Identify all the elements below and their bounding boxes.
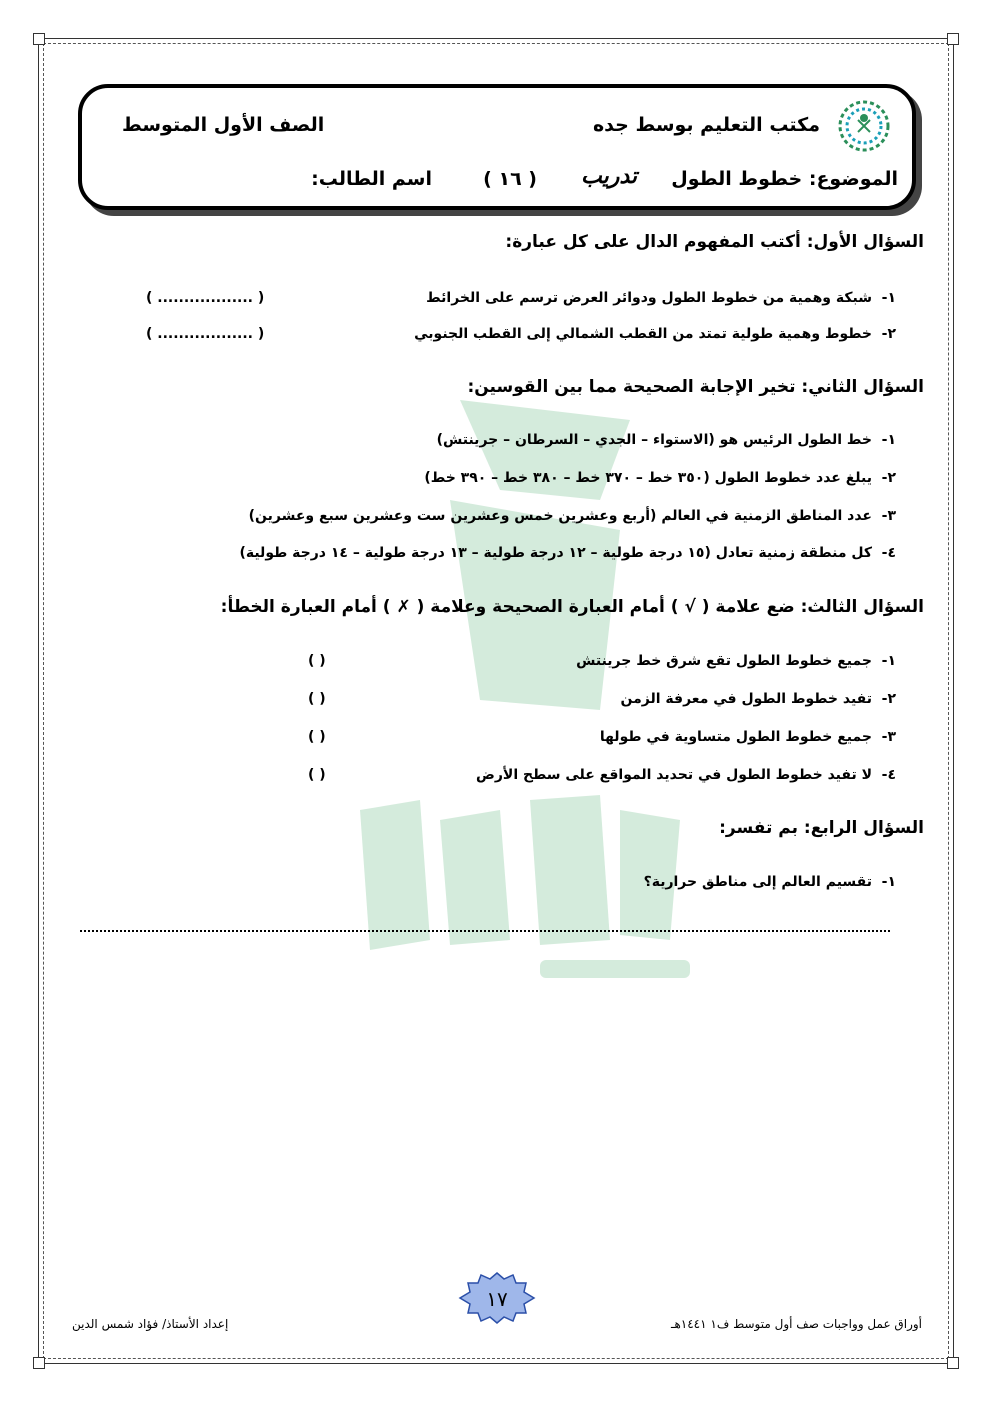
q4-item-number: ١- xyxy=(881,874,896,890)
q2-item-number: ١- xyxy=(881,432,896,448)
q1-answer-blank[interactable]: ( .................. ) xyxy=(146,290,265,306)
q2-item-text[interactable]: خط الطول الرئيس هو (الاستواء – الجدي – السرطان – جرينتش) xyxy=(436,432,872,448)
q3-title: السؤال الثالث: ضع علامة ( √ ) أمام العبارة الصحيحة وعلامة ( ✗ ) أمام العبارة الخطأ: xyxy=(220,597,924,617)
q2-item-number: ٤- xyxy=(881,545,896,561)
training-word: تدريب xyxy=(580,164,637,189)
footer-series-title: أوراق عمل وواجبات صف أول متوسط ف١ ١٤٤١هـ xyxy=(670,1317,922,1331)
q3-item-text: جميع خطوط الطول تقع شرق خط جرينتش xyxy=(576,653,872,669)
frame-corner xyxy=(33,33,45,45)
header-box xyxy=(78,84,916,210)
q2-item-text[interactable]: يبلغ عدد خطوط الطول (٣٥٠ خط – ٣٧٠ خط – ٣٨٠ خط – ٣٩٠ خط) xyxy=(424,470,872,486)
frame-corner xyxy=(947,1357,959,1369)
q3-item-number: ٣- xyxy=(881,729,896,745)
q3-item-number: ٤- xyxy=(881,767,896,783)
q2-item-number: ٢- xyxy=(881,470,896,486)
q4-title: السؤال الرابع: بم تفسر: xyxy=(719,818,924,838)
office-name: مكتب التعليم بوسط جده xyxy=(592,114,820,136)
student-name-label: اسم الطالب: xyxy=(311,168,432,190)
q3-answer-box[interactable]: ( ) xyxy=(308,653,326,669)
training-number: ( ١٦ ) xyxy=(483,168,537,190)
q3-item-text: لا تفيد خطوط الطول في تحديد المواقع على سطح الأرض xyxy=(476,767,872,783)
q1-item-text: خطوط وهمية طولية تمتد من القطب الشمالي إلى القطب الجنوبي xyxy=(414,326,872,342)
page-number: ١٧ xyxy=(486,1287,508,1311)
q2-item-text[interactable]: كل منطقة زمنية تعادل (١٥ درجة طولية – ١٢ درجة طولية – ١٣ درجة طولية – ١٤ درجة طولية) xyxy=(239,545,872,561)
grade-label: الصف الأول المتوسط xyxy=(122,114,325,136)
q2-item-text[interactable]: عدد المناطق الزمنية في العالم (أربع وعشرين خمس وعشرين ست وعشرين سبع وعشرين) xyxy=(248,508,872,524)
q1-item-number: ١- xyxy=(881,290,896,306)
page-number-badge xyxy=(458,1272,536,1324)
q1-title: السؤال الأول: أكتب المفهوم الدال على كل عبارة: xyxy=(505,232,924,252)
q3-item-number: ١- xyxy=(881,653,896,669)
footer-author: إعداد الأستاذ/ فؤاد شمس الدين xyxy=(72,1317,229,1331)
frame-corner xyxy=(947,33,959,45)
frame-corner xyxy=(33,1357,45,1369)
ministry-logo-icon xyxy=(836,98,892,154)
q1-item-text: شبكة وهمية من خطوط الطول ودوائر العرض ترسم على الخرائط xyxy=(426,290,872,306)
q1-item-number: ٢- xyxy=(881,326,896,342)
q3-item-number: ٢- xyxy=(881,691,896,707)
answer-line[interactable] xyxy=(80,930,890,932)
q3-answer-box[interactable]: ( ) xyxy=(308,691,326,707)
q3-item-text: تفيد خطوط الطول في معرفة الزمن xyxy=(620,691,872,707)
q3-answer-box[interactable]: ( ) xyxy=(308,767,326,783)
subject-label: الموضوع: خطوط الطول xyxy=(671,168,898,190)
q2-item-number: ٣- xyxy=(881,508,896,524)
q3-item-text: جميع خطوط الطول متساوية في طولها xyxy=(599,729,872,745)
q3-answer-box[interactable]: ( ) xyxy=(308,729,326,745)
q1-answer-blank[interactable]: ( .................. ) xyxy=(146,326,265,342)
q2-title: السؤال الثاني: تخير الإجابة الصحيحة مما بين القوسين: xyxy=(467,377,924,397)
q4-item-text: تقسيم العالم إلى مناطق حرارية؟ xyxy=(643,874,872,890)
